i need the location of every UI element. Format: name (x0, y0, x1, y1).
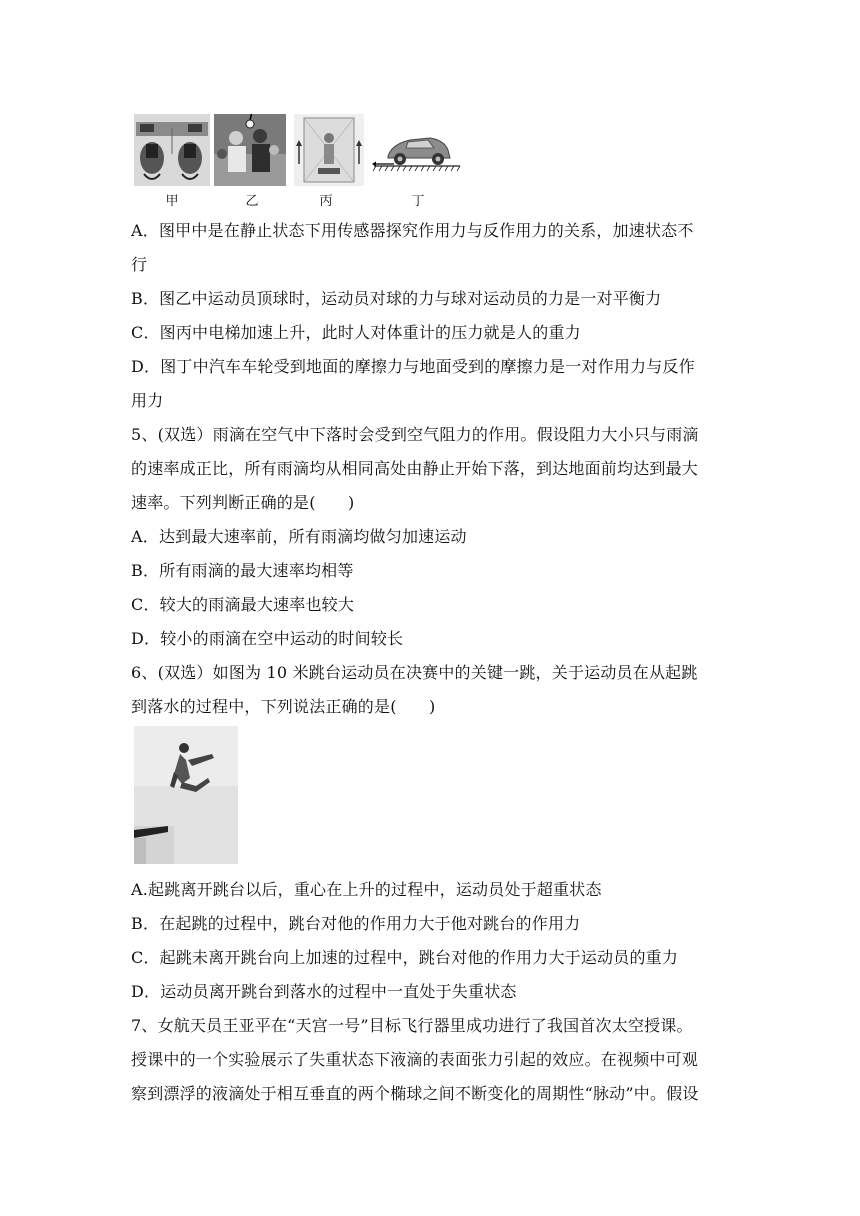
figure-label-yi: 乙 (245, 194, 259, 209)
q5-option-d: D．较小的雨滴在空中运动的时间较长 (131, 629, 404, 648)
figure-label-jia: 甲 (165, 194, 179, 209)
figure-jia-sensors (134, 114, 210, 186)
q5-option-c: C．较大的雨滴最大速率也较大 (131, 595, 355, 614)
q6-stem-line1: 6、(双选）如图为 10 米跳台运动员在决赛中的关键一跳，关于运动员在从起跳 (131, 663, 698, 682)
q5-option-b: B．所有雨滴的最大速率均相等 (131, 561, 354, 580)
q6-stem-line2: 到落水的过程中，下列说法正确的是( ) (131, 697, 436, 716)
q5-stem-line1: 5、(双选）雨滴在空气中下落时会受到空气阻力的作用。假设阻力大小只与雨滴 (131, 425, 699, 444)
q6-option-a: A.起跳离开跳台以后，重心在上升的过程中，运动员处于超重状态 (131, 880, 602, 899)
q4-option-b: B．图乙中运动员顶球时，运动员对球的力与球对运动员的力是一对平衡力 (131, 289, 662, 308)
q4-option-d-line2: 用力 (131, 391, 164, 410)
q4-option-d-line1: D．图丁中汽车车轮受到地面的摩擦力与地面受到的摩擦力是一对作用力与反作 (131, 357, 695, 376)
q4-option-c: C．图丙中电梯加速上升，此时人对体重计的压力就是人的重力 (131, 323, 581, 342)
q5-stem-line3: 速率。下列判断正确的是( ) (131, 493, 355, 512)
figure-label-ding: 丁 (411, 194, 425, 209)
figure-label-bing: 丙 (319, 194, 333, 209)
figure-diver (134, 726, 238, 864)
q4-option-a-line2: 行 (131, 255, 148, 274)
figure-bing-elevator (294, 114, 364, 186)
figure-row-q4 (134, 114, 464, 209)
q6-option-c: C．起跳未离开跳台向上加速的过程中，跳台对他的作用力大于运动员的重力 (131, 948, 679, 967)
q6-option-b: B．在起跳的过程中，跳台对他的作用力大于他对跳台的作用力 (131, 914, 581, 933)
q4-option-a-line1: A．图甲中是在静止状态下用传感器探究作用力与反作用力的关系，加速状态不 (131, 221, 694, 240)
figure-ding-car (372, 114, 462, 186)
q7-line3: 察到漂浮的液滴处于相互垂直的两个椭球之间不断变化的周期性“脉动”中。假设 (131, 1084, 699, 1103)
q7-line1: 7、女航天员王亚平在“天宫一号”目标飞行器里成功进行了我国首次太空授课。 (131, 1016, 693, 1035)
q7-line2: 授课中的一个实验展示了失重状态下液滴的表面张力引起的效应。在视频中可观 (131, 1050, 699, 1069)
q6-option-d: D．运动员离开跳台到落水的过程中一直处于失重状态 (131, 982, 517, 1001)
figure-yi-header (214, 114, 286, 186)
q5-stem-line2: 的速率成正比，所有雨滴均从相同高处由静止开始下落，到达地面前均达到最大 (131, 459, 699, 478)
q5-option-a: A．达到最大速率前，所有雨滴均做匀加速运动 (131, 527, 467, 546)
